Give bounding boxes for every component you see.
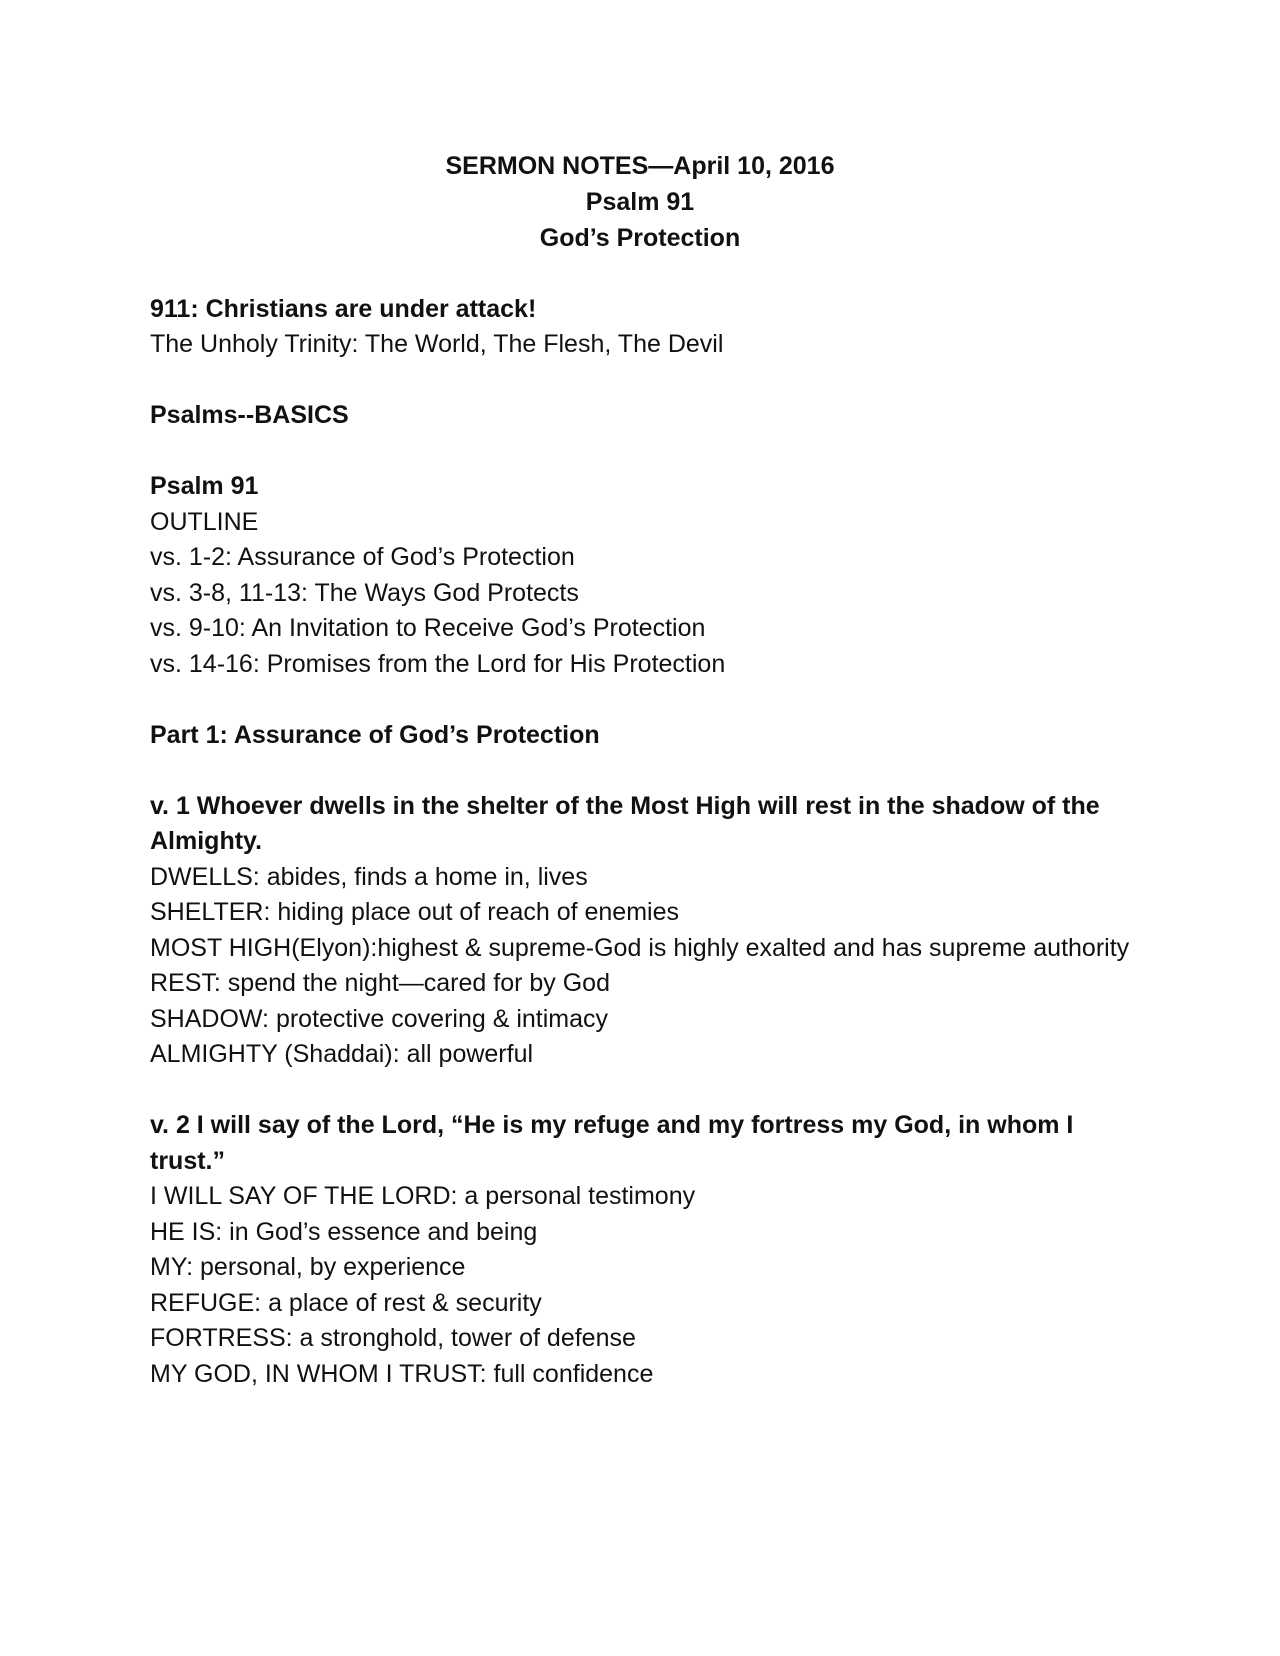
verse1-note: DWELLS: abides, finds a home in, lives (150, 862, 588, 891)
outline-item: vs. 3-8, 11-13: The Ways God Protects (150, 578, 579, 607)
psalm-heading: Psalm 91 (150, 472, 259, 500)
document-title-block (150, 148, 1130, 256)
verse2-note: REFUGE: a place of rest & security (150, 1288, 542, 1317)
title-line-subject: God’s Protection (539, 224, 741, 252)
verse2-note: MY GOD, IN WHOM I TRUST: full confidence (150, 1359, 654, 1388)
verse2-note: MY: personal, by experience (150, 1253, 466, 1281)
basics-heading: Psalms--BASICS (150, 401, 349, 429)
verse2-text: v. 2 I will say of the Lord, “He is my refuge and my fortress my God, in whom I trust.” (150, 1111, 1074, 1175)
verse1-note: MOST HIGH(Elyon):highest & supreme-God is highly exalted and has supreme authority (150, 933, 1130, 962)
verse2-note: I WILL SAY OF THE LORD: a personal testimony (150, 1182, 696, 1210)
title-line-psalm: Psalm 91 (585, 188, 695, 216)
spacer (150, 256, 1130, 292)
spacer (150, 1073, 1130, 1109)
intro-heading: 911: Christians are under attack! (150, 294, 537, 323)
document-body (150, 148, 1130, 1392)
verse1-note: SHADOW: protective covering & intimacy (150, 1004, 609, 1033)
outline-item: vs. 1-2: Assurance of God’s Protection (150, 543, 575, 571)
verse2-note: HE IS: in God’s essence and being (150, 1217, 538, 1246)
verse1-note: ALMIGHTY (Shaddai): all powerful (150, 1040, 534, 1068)
verse1-text: v. 1 Whoever dwells in the shelter of the Most High will rest in the shadow of the Almighty. (150, 791, 1100, 855)
verse1-note: REST: spend the night—cared for by God (150, 969, 610, 997)
title-line-date: SERMON NOTES—April 10, 2016 (445, 152, 835, 180)
spacer (150, 753, 1130, 789)
spacer (150, 682, 1130, 718)
verse2-note: FORTRESS: a stronghold, tower of defense (150, 1324, 636, 1352)
outline-item: vs. 9-10: An Invitation to Receive God’s Protection (150, 614, 706, 642)
part1-heading: Part 1: Assurance of God’s Protection (150, 720, 600, 749)
intro-text: The Unholy Trinity: The World, The Flesh, The Devil (150, 330, 724, 358)
verse1-note: SHELTER: hiding place out of reach of enemies (150, 898, 679, 926)
outline-item: vs. 14-16: Promises from the Lord for His Protection (150, 649, 726, 678)
spacer (150, 363, 1130, 399)
outline-label: OUTLINE (150, 507, 259, 536)
spacer (150, 434, 1130, 470)
